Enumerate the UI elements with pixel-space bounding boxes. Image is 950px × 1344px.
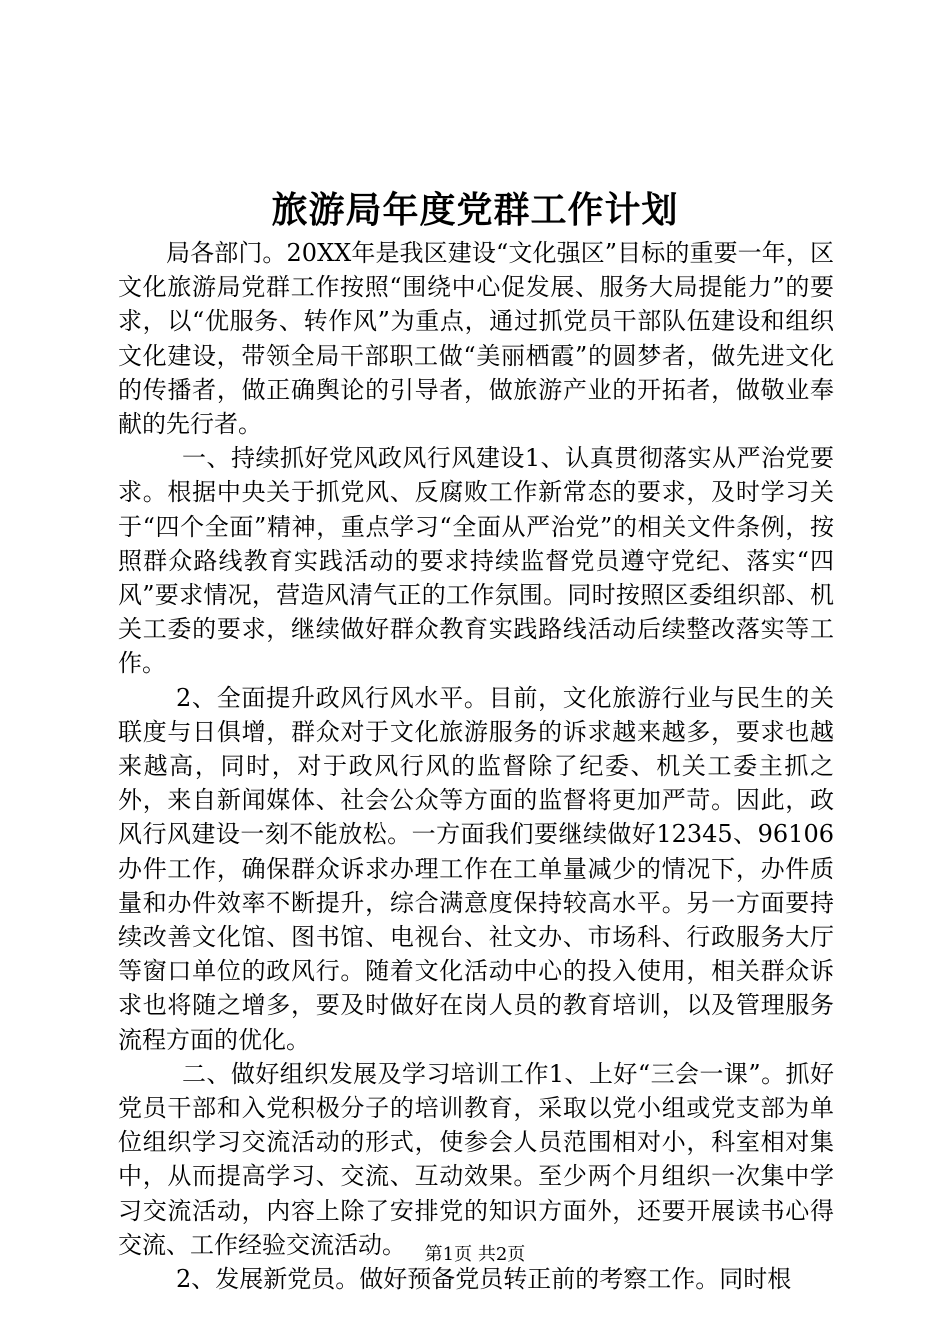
paragraph-section-2-item-2: 2、发展新党员。做好预备党员转正前的考察工作。同时根 — [176, 1265, 792, 1294]
paragraph-intro: 局各部门。20XX年是我区建设“文化强区”目标的重要一年，区文化旅游局党群工作按照“围绕中心促发展、服务大局提能力”的要求，以“优服务、转作风”为重点，通过抓党员干部队伍建设和组织文化建设，带领全局干部职工做“美丽栖霞”的圆梦者，做先进文化的传播者，做正确舆论的引导者，做旅游产业的开拓者，做敬业奉献的先行者。 — [118, 239, 834, 439]
page-footer: 第1页 共2页 — [424, 1244, 526, 1265]
document-body — [118, 236, 834, 1296]
paragraph-section-2: 二、做好组织发展及学习培训工作1、上好“三会一课”。抓好党员干部和入党积极分子的培训教育，采取以党小组或党支部为单位组织学习交流活动的形式，使参会人员范围相对小，科室相对集中，从而提高学习、交流、互动效果。至少两个月组织一次集中学习交流活动，内容上除了安排党的知识方面外，还要开展读书心得交流、工作经验交流活动。 — [118, 1059, 834, 1259]
paragraph-section-1-item-2: 2、全面提升政风行风水平。目前，文化旅游行业与民生的关联度与日俱增，群众对于文化旅游服务的诉求越来越多，要求也越来越高，同时，对于政风行风的监督除了纪委、机关工委主抓之外，来自新闻媒体、社会公众等方面的监督将更加严苛。因此，政风行风建设一刻不能放松。一方面我们要继续做好12345、96106办件工作，确保群众诉求办理工作在工单量减少的情况下，办件质量和办件效率不断提升，综合满意度保持较高水平。另一方面要持续改善文化馆、图书馆、电视台、社文办、市场科、行政服务大厅等窗口单位的政风行。随着文化活动中心的投入使用，相关群众诉求也将随之增多，要及时做好在岗人员的教育培训，以及管理服务流程方面的优化。 — [118, 683, 834, 1054]
document-title: 旅游局年度党群工作计划 — [271, 189, 679, 231]
paragraph-section-1: 一、持续抓好党风政风行风建设1、认真贯彻落实从严治党要求。根据中央关于抓党风、反腐败工作新常态的要求，及时学习关于“四个全面”精神，重点学习“全面从严治党”的相关文件条例，按照群众路线教育实践活动的要求持续监督党员遵守党纪、落实“四风”要求情况，营造风清气正的工作氛围。同时按照区委组织部、机关工委的要求，继续做好群众教育实践路线活动后续整改落实等工作。 — [118, 444, 834, 678]
